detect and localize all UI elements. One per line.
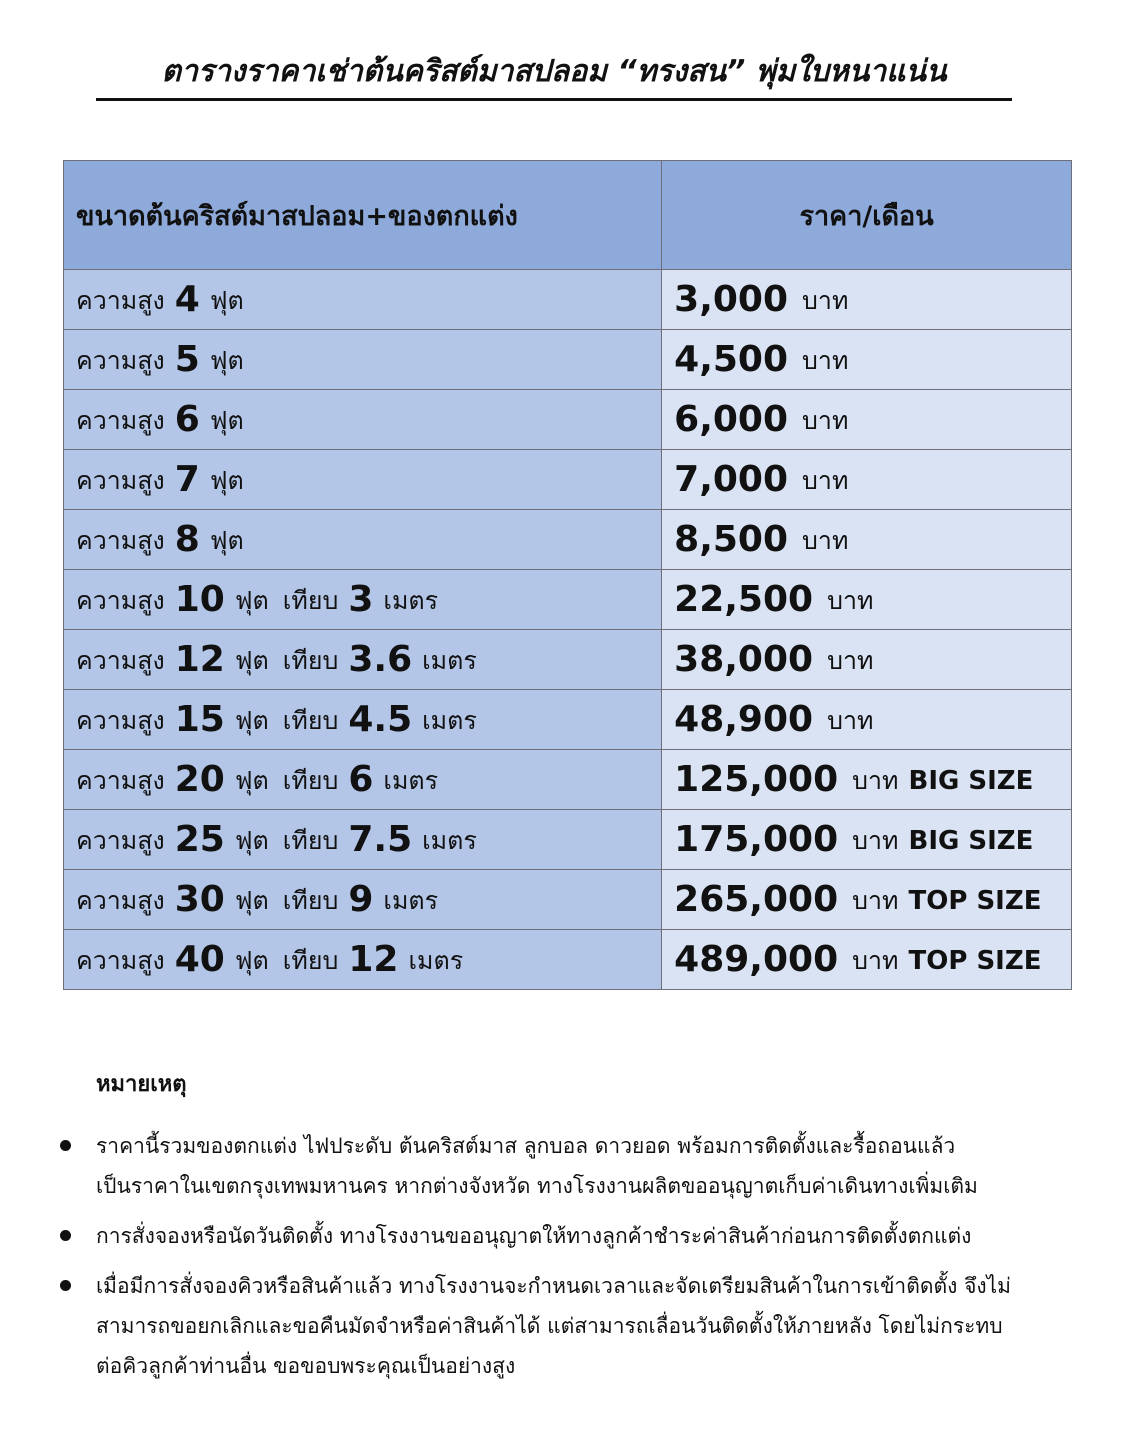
meter-value: 6	[348, 758, 374, 800]
feet-value: 8	[174, 518, 200, 560]
meter-value: 9	[348, 878, 374, 920]
table-body	[64, 270, 1072, 990]
equal-label: เทียบ	[282, 585, 339, 615]
meter-value: 3	[348, 578, 374, 620]
size-cell	[64, 510, 662, 570]
feet-unit: ฟุต	[234, 945, 269, 975]
height-label: ความสูง	[76, 525, 165, 555]
size-cell	[64, 330, 662, 390]
price-value: 38,000	[674, 638, 814, 680]
feet-unit: ฟุต	[209, 345, 244, 375]
size-cell	[64, 270, 662, 330]
feet-value: 4	[174, 278, 200, 320]
equal-label: เทียบ	[282, 645, 339, 675]
feet-value: 5	[174, 338, 200, 380]
equal-label: เทียบ	[282, 705, 339, 735]
table-header-row	[64, 161, 1072, 270]
feet-unit: ฟุต	[234, 885, 269, 915]
price-cell	[662, 450, 1072, 510]
height-label: ความสูง	[76, 645, 165, 675]
meter-unit: เมตร	[422, 705, 477, 735]
note-item	[60, 1216, 1120, 1256]
feet-unit: ฟุต	[209, 405, 244, 435]
height-label: ความสูง	[76, 945, 165, 975]
table-row	[64, 930, 1072, 990]
height-label: ความสูง	[76, 765, 165, 795]
feet-unit: ฟุต	[234, 585, 269, 615]
table-row	[64, 810, 1072, 870]
header-price: ราคา/เดือน	[662, 161, 1072, 270]
feet-value: 7	[174, 458, 200, 500]
price-value: 22,500	[674, 578, 814, 620]
baht-unit: บาท	[827, 645, 874, 675]
equal-label: เทียบ	[282, 825, 339, 855]
price-value: 48,900	[674, 698, 814, 740]
size-cell	[64, 810, 662, 870]
baht-unit: บาท	[802, 345, 849, 375]
size-tag: BIG SIZE	[908, 825, 1034, 856]
table-row	[64, 510, 1072, 570]
price-cell	[662, 390, 1072, 450]
feet-unit: ฟุต	[234, 765, 269, 795]
equal-label: เทียบ	[282, 885, 339, 915]
size-cell	[64, 690, 662, 750]
height-label: ความสูง	[76, 885, 165, 915]
meter-value: 12	[348, 938, 399, 980]
baht-unit: บาท	[802, 465, 849, 495]
price-value: 8,500	[674, 518, 789, 560]
meter-unit: เมตร	[422, 645, 477, 675]
header-size: ขนาดต้นคริสต์มาสปลอม+ของตกแต่ง	[64, 161, 662, 270]
equal-label: เทียบ	[282, 945, 339, 975]
baht-unit: บาท	[802, 525, 849, 555]
note-item	[60, 1266, 1120, 1386]
size-cell	[64, 750, 662, 810]
feet-value: 10	[174, 578, 225, 620]
meter-unit: เมตร	[422, 825, 477, 855]
baht-unit: บาท	[802, 285, 849, 315]
price-value: 175,000	[674, 818, 839, 860]
notes-list	[60, 1126, 1120, 1396]
size-cell	[64, 570, 662, 630]
size-tag: BIG SIZE	[908, 765, 1034, 796]
table-row	[64, 270, 1072, 330]
feet-value: 40	[174, 938, 225, 980]
feet-value: 25	[174, 818, 225, 860]
price-value: 6,000	[674, 398, 789, 440]
note-line: การสั่งจองหรือนัดวันติดตั้ง ทางโรงงานขออนุญาตให้ทางลูกค้าชำระค่าสินค้าก่อนการติดตั้งตกแต่ง	[96, 1224, 972, 1248]
price-cell	[662, 630, 1072, 690]
price-cell	[662, 930, 1072, 990]
feet-value: 12	[174, 638, 225, 680]
feet-value: 30	[174, 878, 225, 920]
price-value: 489,000	[674, 938, 839, 980]
height-label: ความสูง	[76, 705, 165, 735]
height-label: ความสูง	[76, 825, 165, 855]
price-cell	[662, 270, 1072, 330]
size-cell	[64, 930, 662, 990]
table-row	[64, 750, 1072, 810]
height-label: ความสูง	[76, 345, 165, 375]
baht-unit: บาท	[827, 585, 874, 615]
baht-unit: บาท	[802, 405, 849, 435]
feet-value: 15	[174, 698, 225, 740]
height-label: ความสูง	[76, 405, 165, 435]
meter-unit: เมตร	[383, 585, 439, 615]
height-label: ความสูง	[76, 585, 165, 615]
meter-unit: เมตร	[383, 765, 439, 795]
meter-value: 7.5	[348, 818, 413, 860]
height-label: ความสูง	[76, 285, 165, 315]
bullet-icon	[60, 1280, 71, 1291]
baht-unit: บาท	[852, 765, 899, 795]
baht-unit: บาท	[852, 945, 899, 975]
feet-value: 20	[174, 758, 225, 800]
price-cell	[662, 810, 1072, 870]
table-row	[64, 390, 1072, 450]
feet-unit: ฟุต	[234, 705, 269, 735]
feet-unit: ฟุต	[209, 525, 244, 555]
bullet-icon	[60, 1140, 71, 1151]
meter-value: 3.6	[348, 638, 413, 680]
meter-unit: เมตร	[383, 885, 439, 915]
meter-value: 4.5	[348, 698, 413, 740]
notes-title: หมายเหตุ	[96, 1072, 187, 1097]
meter-unit: เมตร	[408, 945, 464, 975]
price-cell	[662, 750, 1072, 810]
table-row	[64, 690, 1072, 750]
price-value: 125,000	[674, 758, 839, 800]
note-line: ราคานี้รวมของตกแต่ง ไฟประดับ ต้นคริสต์มาส ลูกบอล ดาวยอด พร้อมการติดตั้งและรื้อถอนแล้ว	[96, 1134, 956, 1158]
baht-unit: บาท	[827, 705, 874, 735]
price-cell	[662, 570, 1072, 630]
table-row	[64, 450, 1072, 510]
price-value: 4,500	[674, 338, 789, 380]
feet-unit: ฟุต	[234, 825, 269, 855]
table-row	[64, 330, 1072, 390]
equal-label: เทียบ	[282, 765, 339, 795]
size-cell	[64, 630, 662, 690]
price-cell	[662, 330, 1072, 390]
feet-unit: ฟุต	[209, 465, 244, 495]
feet-value: 6	[174, 398, 200, 440]
height-label: ความสูง	[76, 465, 165, 495]
note-line: เป็นราคาในเขตกรุงเทพมหานคร หากต่างจังหวัด ทางโรงงานผลิตขออนุญาตเก็บค่าเดินทางเพิ่มเติม	[96, 1174, 978, 1198]
size-cell	[64, 390, 662, 450]
note-item	[60, 1126, 1120, 1206]
page-title: ตารางราคาเช่าต้นคริสต์มาสปลอม “ทรงสน” พุ่มใบหนาแน่น	[96, 52, 1012, 101]
note-line: สามารถขอยกเลิกและขอคืนมัดจำหรือค่าสินค้าได้ แต่สามารถเลื่อนวันติดตั้งให้ภายหลัง โดยไม่กระทบ	[96, 1314, 1003, 1338]
size-tag: TOP SIZE	[908, 945, 1042, 976]
price-value: 265,000	[674, 878, 839, 920]
feet-unit: ฟุต	[209, 285, 244, 315]
price-table	[63, 160, 1072, 990]
table-row	[64, 630, 1072, 690]
note-line: เมื่อมีการสั่งจองคิวหรือสินค้าแล้ว ทางโรงงานจะกำหนดเวลาและจัดเตรียมสินค้าในการเข้าติดตั้ง จึงไม่	[96, 1274, 1012, 1298]
table-row	[64, 870, 1072, 930]
size-tag: TOP SIZE	[908, 885, 1042, 916]
bullet-icon	[60, 1230, 71, 1241]
size-cell	[64, 450, 662, 510]
size-cell	[64, 870, 662, 930]
table-row	[64, 570, 1072, 630]
baht-unit: บาท	[852, 885, 899, 915]
feet-unit: ฟุต	[234, 645, 269, 675]
baht-unit: บาท	[852, 825, 899, 855]
price-value: 3,000	[674, 278, 789, 320]
note-line: ต่อคิวลูกค้าท่านอื่น ขอขอบพระคุณเป็นอย่างสูง	[96, 1354, 516, 1378]
price-cell	[662, 690, 1072, 750]
price-cell	[662, 870, 1072, 930]
price-value: 7,000	[674, 458, 789, 500]
price-cell	[662, 510, 1072, 570]
